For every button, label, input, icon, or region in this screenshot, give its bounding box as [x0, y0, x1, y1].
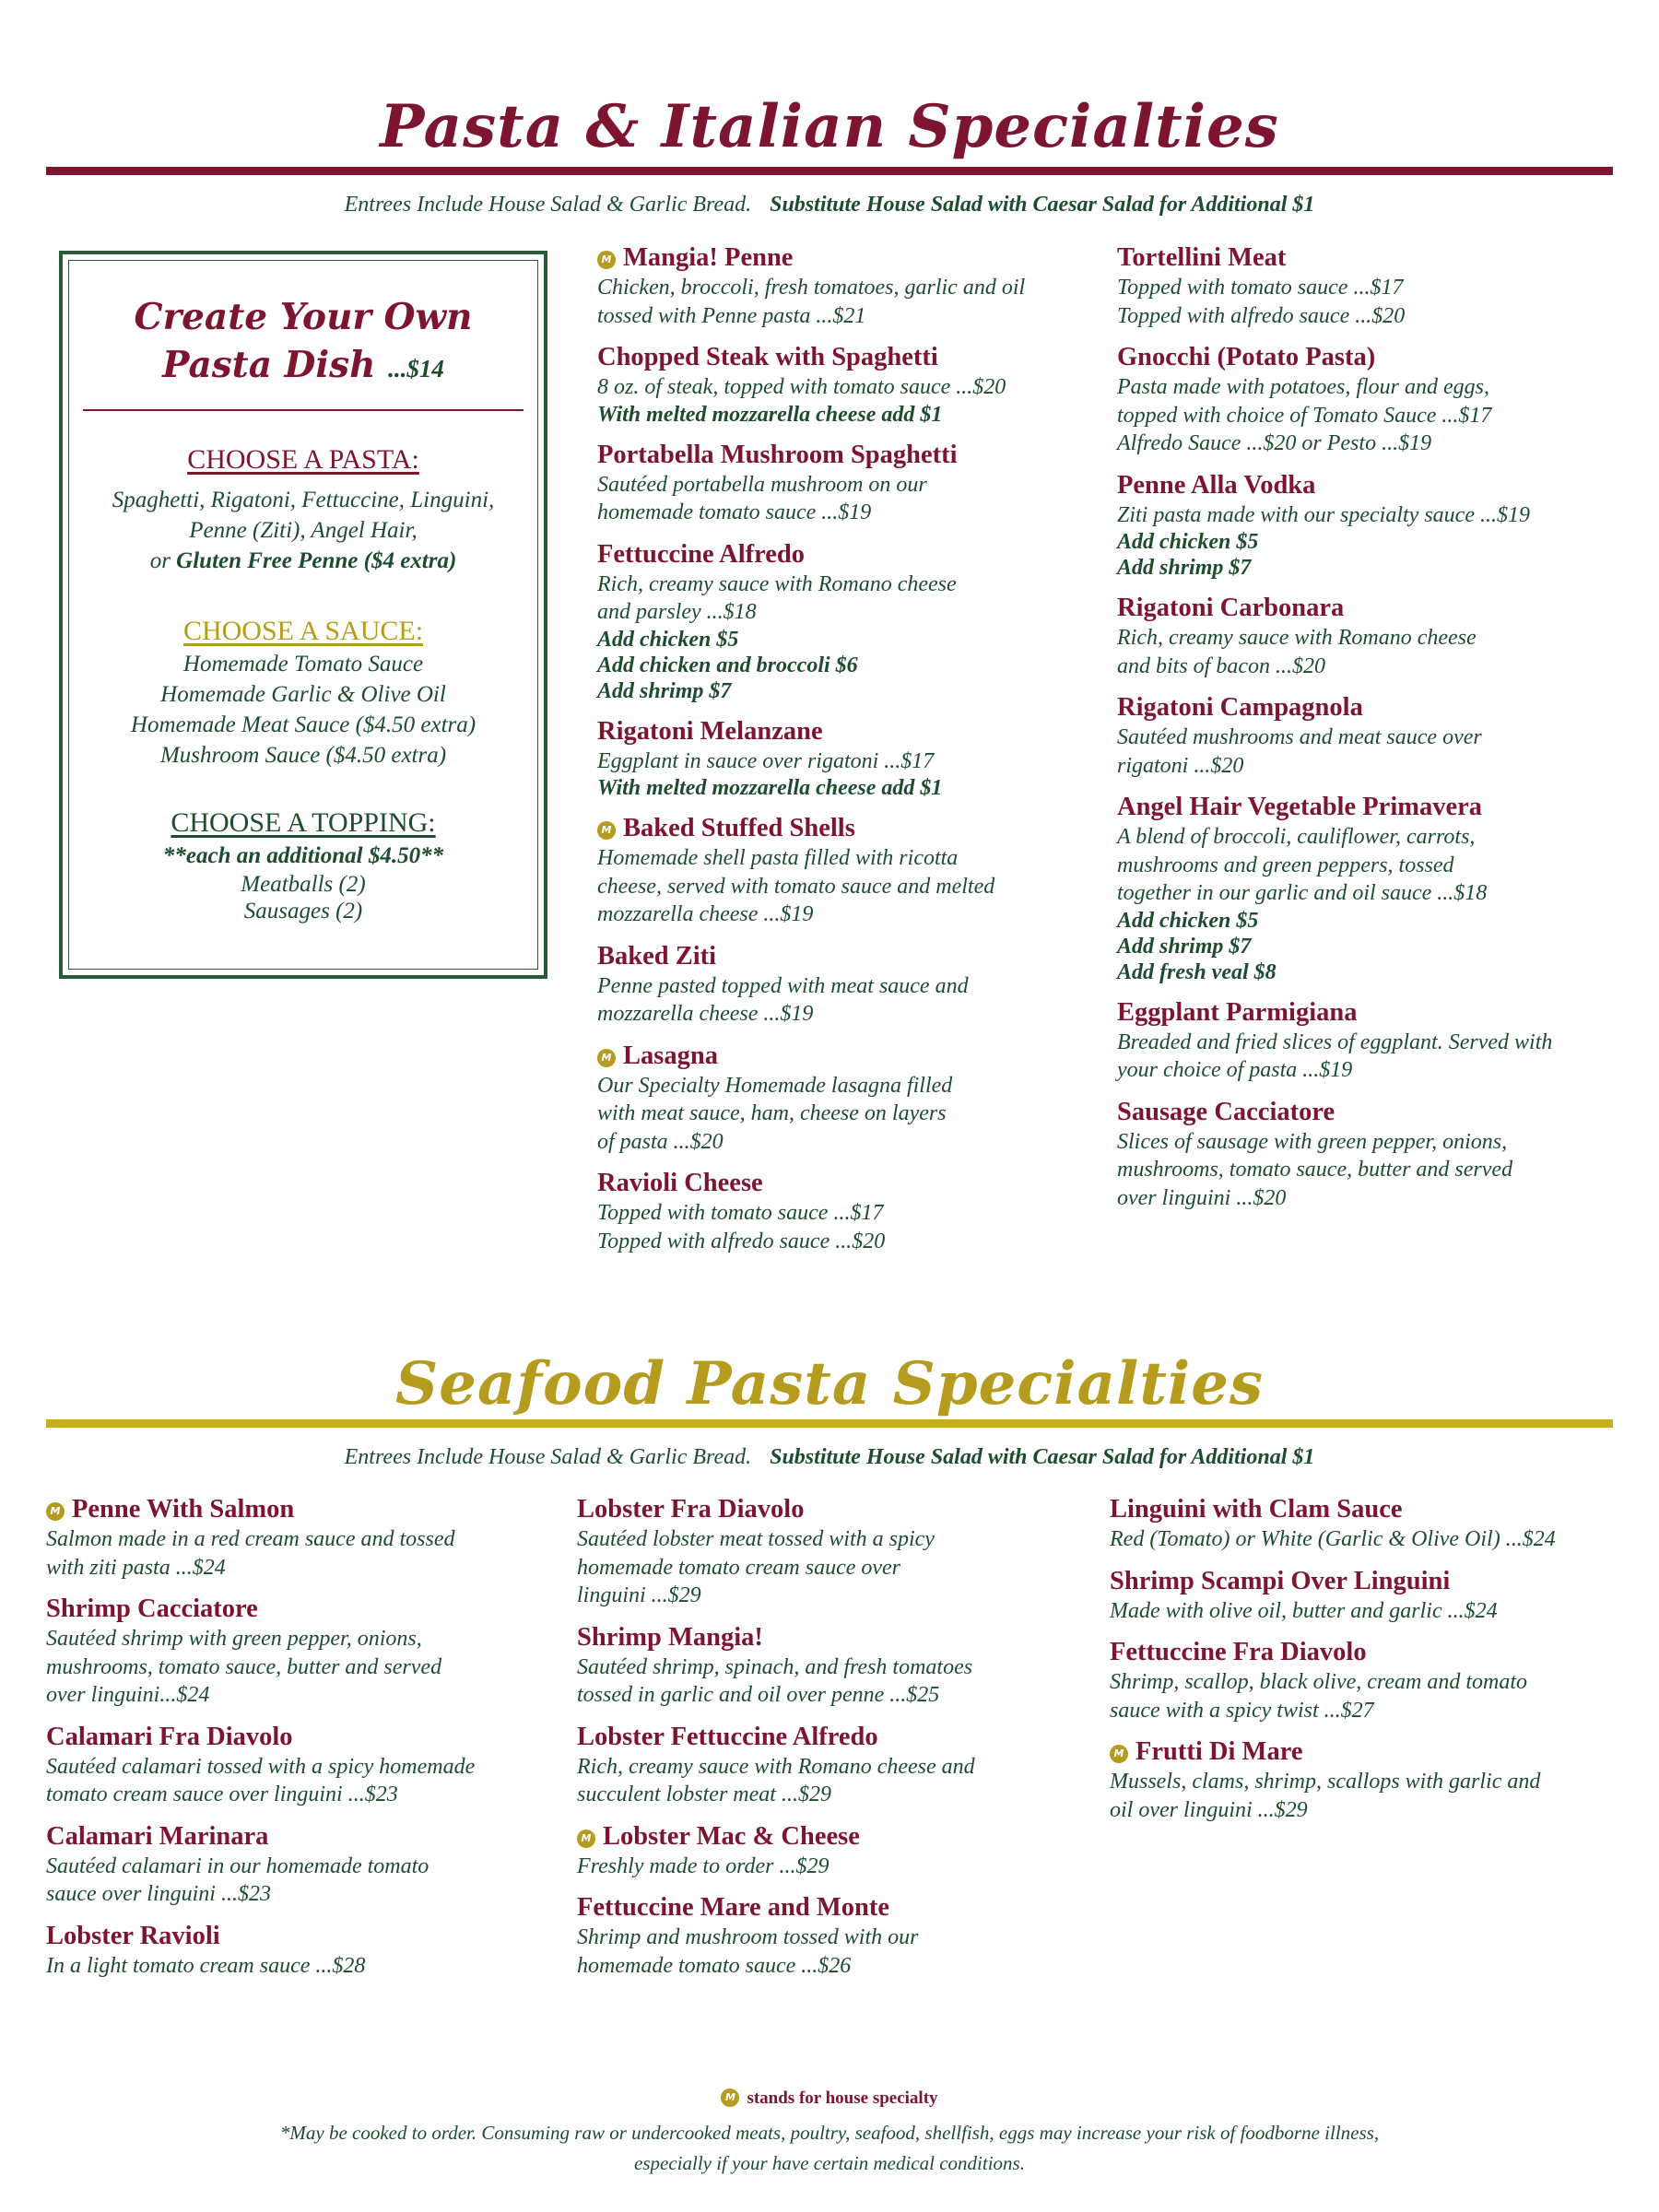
menu-item-name [1117, 692, 1633, 724]
choose-pasta-heading: CHOOSE A PASTA: [187, 444, 419, 475]
create-your-own-box [59, 251, 547, 979]
menu-item [577, 1892, 1102, 1980]
house-specialty-icon: M [577, 1830, 595, 1848]
menu-item-name [597, 342, 1095, 373]
menu-item-description: Rich, creamy sauce with Romano cheese and [577, 1754, 975, 1779]
menu-item-name-text: Shrimp Scampi Over Linguini [1110, 1566, 1451, 1595]
menu-item-description: Breaded and fried slices of eggplant. Served with [1117, 1030, 1553, 1054]
menu-item-description: of pasta ...$20 [597, 1129, 724, 1154]
menu-item-name [597, 1168, 1095, 1199]
menu-item-description: topped with choice of Tomato Sauce ...$17 [1117, 403, 1492, 428]
menu-item-description: Mussels, clams, shrimp, scallops with garlic and [1110, 1770, 1541, 1794]
menu-item-description: together in our garlic and oil sauce ...$18 [1117, 881, 1488, 905]
menu-item-description: Pasta made with potatoes, flour and eggs, [1117, 375, 1489, 399]
pasta-column-right [1117, 242, 1633, 1224]
menu-item-description: Ziti pasta made with our specialty sauce ...$19 [1117, 502, 1530, 527]
menu-item-name-text: Shrimp Mangia! [577, 1622, 763, 1652]
choose-topping-heading: CHOOSE A TOPPING: [171, 807, 436, 838]
menu-item-description: Sautéed shrimp with green pepper, onions, [46, 1627, 422, 1651]
disclaimer-line: *May be cooked to order. Consuming raw or undercooked meats, poultry, seafood, shellfish, eggs may increase your risk of foodborne illness, [279, 2122, 1380, 2144]
menu-item-name-text: Penne Alla Vodka [1117, 470, 1316, 500]
menu-item-name-text: Tortellini Meat [1117, 243, 1287, 272]
menu-item [1117, 470, 1633, 582]
menu-item-description: 8 oz. of steak, topped with tomato sauce ...$20 [597, 375, 1006, 399]
menu-item-name [46, 1494, 571, 1525]
house-specialty-icon: M [46, 1502, 65, 1521]
menu-item-description: oil over linguini ...$29 [1110, 1797, 1308, 1822]
menu-item-name-text: Rigatoni Campagnola [1117, 693, 1363, 722]
menu-item [1117, 792, 1633, 985]
menu-item-description: rigatoni ...$20 [1117, 753, 1244, 778]
menu-item-description: your choice of pasta ...$19 [1117, 1058, 1353, 1082]
menu-item-name-text: Calamari Fra Diavolo [46, 1722, 293, 1751]
menu-item-description: Rich, creamy sauce with Romano cheese [1117, 626, 1477, 650]
menu-item-name-text: Baked Ziti [597, 941, 717, 971]
create-your-own-title-dish: Pasta Dish [162, 344, 376, 386]
menu-item-name-text: Baked Stuffed Shells [623, 814, 855, 842]
menu-item-name [597, 813, 1095, 844]
menu-item-description: Shrimp and mushroom tossed with our [577, 1925, 919, 1949]
menu-item [597, 242, 1095, 330]
menu-item-addon: Add shrimp $7 [597, 678, 732, 703]
menu-item-description: mushrooms, tomato sauce, butter and served [1117, 1158, 1513, 1182]
menu-item-name [597, 941, 1095, 972]
menu-item-description: with meat sauce, ham, cheese on layers [597, 1101, 947, 1125]
menu-item [1117, 692, 1633, 780]
menu-item-description: mushrooms and green peppers, tossed [1117, 853, 1454, 877]
menu-item [1110, 1494, 1635, 1554]
menu-item [1117, 997, 1633, 1085]
menu-item-description: over linguini ...$20 [1117, 1185, 1287, 1210]
topping-option-line: Meatballs (2) [241, 872, 366, 897]
seafood-note-plain: Entrees Include House Salad & Garlic Bread. [344, 1445, 752, 1469]
choose-topping-section [63, 806, 544, 924]
menu-item-description: linguini ...$29 [577, 1583, 701, 1607]
menu-item-name [46, 1821, 571, 1853]
menu-item-description: Sautéed mushrooms and meat sauce over [1117, 725, 1482, 749]
menu-item-description: Our Specialty Homemade lasagna filled [597, 1073, 953, 1098]
menu-item-description: mushrooms, tomato sauce, butter and served [46, 1654, 442, 1679]
menu-item-description: Sautéed calamari tossed with a spicy homemade [46, 1754, 476, 1779]
menu-item-name [1117, 593, 1633, 624]
topping-price-note: **each an additional $4.50** [162, 843, 444, 868]
menu-item-description: over linguini...$24 [46, 1683, 210, 1707]
menu-item [597, 1041, 1095, 1157]
menu-item-name [1110, 1637, 1635, 1668]
menu-item-name-text: Shrimp Cacciatore [46, 1594, 258, 1623]
menu-item [577, 1622, 1102, 1710]
sauce-option-line: Homemade Garlic & Olive Oil [160, 682, 446, 707]
seafood-note-bold: Substitute House Salad with Caesar Salad for Additional $1 [770, 1445, 1315, 1469]
menu-item-description: sauce with a spicy twist ...$27 [1110, 1698, 1374, 1723]
seafood-column-right [1110, 1494, 1635, 1836]
menu-item-name [1117, 470, 1633, 501]
menu-item-description: Topped with tomato sauce ...$17 [1117, 276, 1404, 300]
menu-item-name-text: Rigatoni Carbonara [1117, 594, 1345, 622]
menu-item-addon: Add chicken $5 [597, 627, 739, 652]
menu-item [597, 342, 1095, 428]
menu-item-description: Topped with tomato sauce ...$17 [597, 1201, 884, 1225]
pasta-note-bold: Substitute House Salad with Caesar Salad for Additional $1 [770, 193, 1315, 217]
menu-item-name-text: Eggplant Parmigiana [1117, 997, 1358, 1027]
menu-item-description: succulent lobster meat ...$29 [577, 1783, 831, 1806]
menu-item [46, 1821, 571, 1909]
menu-item [597, 539, 1095, 704]
menu-item-name-text: Rigatoni Melanzane [597, 716, 823, 746]
menu-item-name [46, 1921, 571, 1952]
topping-option-line: Sausages (2) [243, 899, 363, 924]
menu-item [597, 440, 1095, 527]
menu-item [1110, 1736, 1635, 1824]
seafood-title-rule [46, 1419, 1613, 1428]
menu-item-name [46, 1722, 571, 1753]
create-your-own-title-line1: Create Your Own [134, 296, 473, 338]
menu-item-name-text: Fettuccine Fra Diavolo [1110, 1638, 1367, 1666]
menu-item-description: Topped with alfredo sauce ...$20 [597, 1229, 886, 1253]
menu-item-description: tossed in garlic and oil over penne ...$25 [577, 1683, 940, 1707]
menu-item-name [577, 1722, 1102, 1753]
sauce-option-line: Homemade Tomato Sauce [182, 652, 424, 677]
menu-item [46, 1722, 571, 1809]
menu-item-description: sauce over linguini ...$23 [46, 1882, 271, 1906]
menu-item-name [1117, 792, 1633, 823]
menu-item-name-text: Fettuccine Mare and Monte [577, 1893, 890, 1922]
menu-item-name [577, 1892, 1102, 1924]
menu-item-addon: Add fresh veal $8 [1117, 959, 1277, 984]
pasta-option-or: or [149, 548, 171, 573]
menu-item-name [597, 716, 1095, 747]
choose-sauce-section [63, 614, 544, 771]
seafood-column-middle [577, 1494, 1102, 1992]
menu-item-name-text: Lobster Fra Diavolo [577, 1495, 805, 1524]
menu-item-name [1117, 342, 1633, 373]
menu-item [597, 1168, 1095, 1255]
menu-item-description: with ziti pasta ...$24 [46, 1555, 226, 1580]
menu-item-name [1110, 1736, 1635, 1768]
menu-item-name-text: Sausage Cacciatore [1117, 1097, 1335, 1126]
menu-item-addon: Add chicken $5 [1117, 908, 1259, 933]
menu-item-name-text: Lobster Fettuccine Alfredo [577, 1722, 878, 1751]
menu-item-description: tomato cream sauce over linguini ...$23 [46, 1783, 398, 1806]
create-your-own-title-line2 [63, 341, 544, 393]
menu-item-name-text: Lobster Mac & Cheese [603, 1821, 860, 1851]
menu-item-description: mozzarella cheese ...$19 [597, 902, 814, 926]
create-your-own-price: ...$14 [388, 355, 444, 382]
menu-item [1117, 593, 1633, 680]
menu-item [577, 1821, 1102, 1881]
gluten-free-penne: Gluten Free Penne ($4 extra) [176, 548, 457, 573]
menu-item-addon: Add chicken and broccoli $6 [597, 653, 858, 677]
menu-item-description: Topped with alfredo sauce ...$20 [1117, 303, 1406, 328]
menu-item-name [597, 1041, 1095, 1072]
menu-item-description: tossed with Penne pasta ...$21 [597, 303, 866, 328]
menu-item-description: Freshly made to order ...$29 [577, 1853, 830, 1878]
menu-item [597, 941, 1095, 1029]
seafood-section-note [0, 1445, 1659, 1470]
menu-item-description: Eggplant in sauce over rigatoni ...$17 [597, 748, 935, 773]
house-specialty-key-text: stands for house specialty [747, 2088, 938, 2108]
menu-item-description: Slices of sausage with green pepper, onions, [1117, 1129, 1508, 1154]
menu-item-name-text: Portabella Mushroom Spaghetti [597, 440, 958, 469]
menu-item [46, 1921, 571, 1981]
menu-item-addon: Add shrimp $7 [1117, 556, 1252, 580]
menu-item [1117, 1097, 1633, 1213]
house-specialty-key [0, 2088, 1659, 2109]
menu-item-name-text: Lobster Ravioli [46, 1921, 220, 1950]
house-specialty-icon: M [721, 2088, 739, 2107]
menu-item-description: Shrimp, scallop, black olive, cream and tomato [1110, 1670, 1528, 1694]
menu-item-addon: Add shrimp $7 [1117, 934, 1252, 959]
menu-item-description: Sautéed lobster meat tossed with a spicy [577, 1527, 935, 1551]
menu-item [597, 716, 1095, 802]
pasta-section-title: Pasta & Italian Specialties [380, 92, 1279, 161]
seafood-section-title: Seafood Pasta Specialties [395, 1349, 1264, 1418]
house-specialty-icon: M [597, 821, 616, 840]
menu-item-description: In a light tomato cream sauce ...$28 [46, 1953, 366, 1978]
menu-item [1117, 242, 1633, 330]
menu-item-name-text: Frutti Di Mare [1135, 1737, 1303, 1766]
menu-item-description: and bits of bacon ...$20 [1117, 653, 1325, 678]
sauce-option-line: Mushroom Sauce ($4.50 extra) [159, 743, 447, 768]
menu-item-name-text: Penne With Salmon [72, 1495, 295, 1524]
menu-item-name [1117, 997, 1633, 1029]
pasta-title-rule [46, 167, 1613, 175]
menu-item-description: Chicken, broccoli, fresh tomatoes, garlic and oil [597, 276, 1026, 300]
menu-item [1110, 1566, 1635, 1626]
menu-item-description: Sautéed portabella mushroom on our [597, 472, 927, 497]
menu-item-description: Sautéed shrimp, spinach, and fresh tomatoes [577, 1654, 973, 1679]
pasta-option-gluten-free [63, 546, 544, 576]
menu-item-name-text: Angel Hair Vegetable Primavera [1117, 793, 1483, 821]
menu-item-name [597, 440, 1095, 471]
menu-item-name-text: Fettuccine Alfredo [597, 539, 806, 569]
choose-pasta-section [63, 442, 544, 576]
menu-item-name [1117, 242, 1633, 274]
menu-item-description: Made with olive oil, butter and garlic ...$24 [1110, 1598, 1498, 1623]
menu-item [597, 813, 1095, 929]
house-specialty-icon: M [1110, 1745, 1128, 1763]
menu-item-description: homemade tomato sauce ...$19 [597, 500, 872, 524]
menu-item-description: Sautéed calamari in our homemade tomato [46, 1853, 429, 1878]
menu-item-description: A blend of broccoli, cauliflower, carrots, [1117, 825, 1476, 849]
create-your-own-divider [83, 409, 524, 411]
menu-item-name-text: Ravioli Cheese [597, 1169, 763, 1197]
house-specialty-icon: M [597, 1049, 616, 1067]
pasta-note-plain: Entrees Include House Salad & Garlic Bread. [344, 193, 752, 217]
menu-item-description: Red (Tomato) or White (Garlic & Olive Oil) ...$24 [1110, 1527, 1556, 1551]
menu-item-description: Rich, creamy sauce with Romano cheese [597, 571, 957, 596]
menu-item [1110, 1637, 1635, 1724]
menu-item-description: Penne pasted topped with meat sauce and [597, 973, 969, 998]
menu-item-name-text: Lasagna [623, 1041, 718, 1070]
menu-item-description: homemade tomato cream sauce over [577, 1555, 901, 1580]
menu-item-name [597, 539, 1095, 571]
house-specialty-icon: M [597, 251, 616, 269]
menu-item-name [577, 1821, 1102, 1853]
sauce-option-line: Homemade Meat Sauce ($4.50 extra) [130, 712, 477, 737]
menu-item-name [46, 1594, 571, 1625]
pasta-section-note [0, 193, 1659, 218]
menu-item-name [1110, 1494, 1635, 1525]
menu-item [577, 1494, 1102, 1610]
choose-sauce-heading: CHOOSE A SAUCE: [182, 616, 424, 646]
menu-item-name [1110, 1566, 1635, 1597]
menu-item-name-text: Mangia! Penne [623, 243, 794, 272]
menu-item-name-text: Chopped Steak with Spaghetti [597, 343, 938, 371]
menu-item-description: mozzarella cheese ...$19 [597, 1002, 814, 1026]
menu-item-addon: Add chicken $5 [1117, 530, 1259, 554]
pasta-column-middle [597, 242, 1095, 1267]
pasta-option-line: Spaghetti, Rigatoni, Fettuccine, Linguini, [112, 488, 495, 512]
menu-item [46, 1594, 571, 1710]
create-your-own-title [63, 293, 544, 393]
seafood-column-left [46, 1494, 571, 1992]
menu-item-name [1117, 1097, 1633, 1128]
menu-item-name [577, 1494, 1102, 1525]
menu-item [577, 1722, 1102, 1809]
food-safety-disclaimer [0, 2118, 1659, 2179]
pasta-option-line: Penne (Ziti), Angel Hair, [189, 518, 418, 543]
menu-item-addon: With melted mozzarella cheese add $1 [597, 402, 943, 427]
menu-item-name [597, 242, 1095, 274]
menu-item-name-text: Gnocchi (Potato Pasta) [1117, 343, 1376, 371]
menu-item-addon: With melted mozzarella cheese add $1 [597, 776, 943, 800]
menu-item-description: Salmon made in a red cream sauce and tossed [46, 1527, 455, 1551]
menu-item-name [577, 1622, 1102, 1653]
menu-item-description: Homemade shell pasta filled with ricotta [597, 846, 959, 870]
disclaimer-line: especially if your have certain medical conditions. [634, 2152, 1025, 2174]
menu-item-name-text: Linguini with Clam Sauce [1110, 1495, 1403, 1524]
menu-item-description: cheese, served with tomato sauce and melted [597, 874, 995, 899]
menu-item-description: homemade tomato sauce ...$26 [577, 1953, 852, 1978]
menu-item-description: Alfredo Sauce ...$20 or Pesto ...$19 [1117, 431, 1432, 455]
menu-item-name-text: Calamari Marinara [46, 1821, 269, 1851]
menu-item [1117, 342, 1633, 458]
menu-item [46, 1494, 571, 1582]
menu-item-description: and parsley ...$18 [597, 600, 757, 624]
